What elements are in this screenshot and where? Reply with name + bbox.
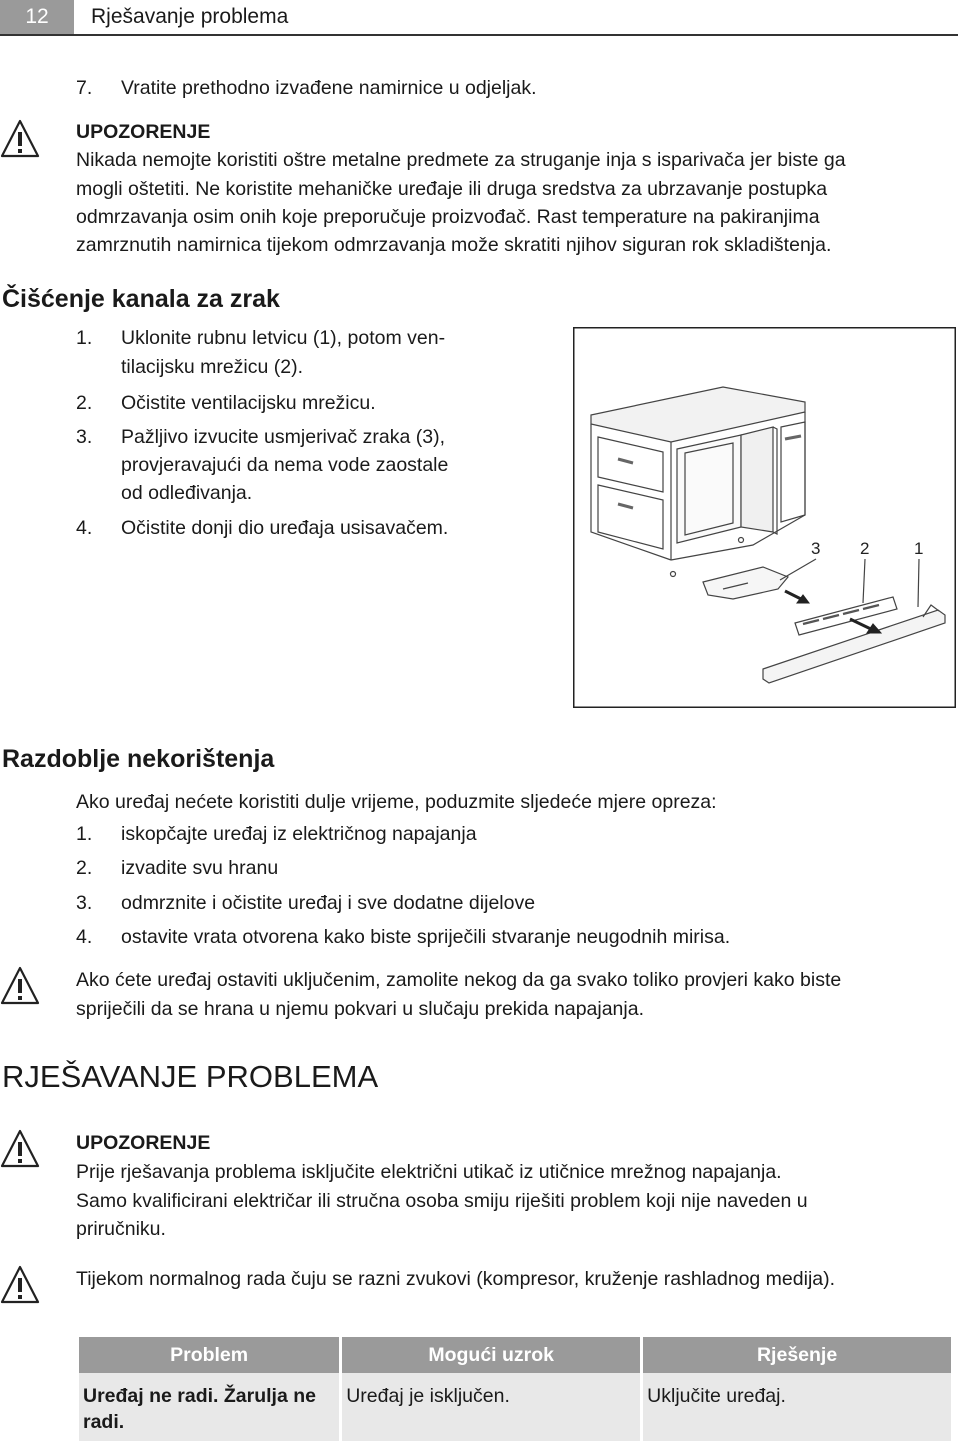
warning-line: odmrzavanja osim onih koje preporučuje proizvođač. Rast temperature na pakiranjima <box>76 206 820 228</box>
step-text: izvadite svu hranu <box>121 857 279 879</box>
step-text: Pažljivo izvucite usmjerivač zraka (3), <box>121 426 446 448</box>
step-number: 2. <box>76 392 93 414</box>
table-cell: Uključite uređaj. <box>643 1373 951 1441</box>
table-cell: Uređaj je isključen. <box>342 1373 640 1441</box>
section-heading: Čišćenje kanala za zrak <box>2 285 280 313</box>
warning-title: UPOZORENJE <box>76 1132 211 1154</box>
troubleshooting-table <box>76 1337 954 1441</box>
column-header: Problem <box>79 1337 339 1373</box>
step-text: provjeravajući da nema vode zaostale <box>121 454 449 476</box>
warning-icon <box>0 1128 40 1170</box>
warning-title: UPOZORENJE <box>76 121 211 143</box>
warning-icon <box>0 118 40 160</box>
step-number: 3. <box>76 892 93 914</box>
air-channel-illustration <box>573 327 956 708</box>
step-text: tilacijsku mrežicu (2). <box>121 356 304 378</box>
step-text: Uklonite rubnu letvicu (1), potom ven- <box>121 327 446 349</box>
step-text: odmrznite i očistite uređaj i sve dodatne dijelove <box>121 892 536 914</box>
step-text: Očistite donji dio uređaja usisavačem. <box>121 517 449 539</box>
warning-line: priručniku. <box>76 1218 166 1240</box>
paragraph: Ako uređaj nećete koristiti dulje vrijeme, poduzmite sljedeće mjere opreza: <box>76 791 717 813</box>
figure-label: 1 <box>914 539 924 558</box>
warning-line: Nikada nemojte koristiti oštre metalne predmete za struganje inja s isparivača jer biste ga <box>76 149 846 171</box>
step-text: od odleđivanja. <box>121 482 253 504</box>
section-heading: Razdoblje nekorištenja <box>2 745 275 773</box>
step-number: 4. <box>76 926 93 948</box>
warning-line: zamrznutih namirnica tijekom odmrzavanja može skratiti njihov siguran rok skladištenja. <box>76 234 832 256</box>
warning-line: Samo kvalificirani električar ili stručna osoba smiju riješiti problem koji nije naveden u <box>76 1190 808 1212</box>
header-rule <box>0 34 958 36</box>
figure-label: 2 <box>860 539 870 558</box>
warning-line: mogli oštetiti. Ne koristite mehaničke uređaje ili druga sredstva za ubrzavanje postupka <box>76 178 828 200</box>
warning-line: spriječili da se hrana u njemu pokvari u slučaju prekida napajanja. <box>76 998 644 1020</box>
step-text: ostavite vrata otvorena kako biste spriječili stvaranje neugodnih mirisa. <box>121 926 731 948</box>
column-header: Rješenje <box>643 1337 951 1373</box>
step-number: 4. <box>76 517 93 539</box>
page-number: 12 <box>0 0 74 34</box>
table-header-row <box>79 1337 951 1373</box>
step-text: iskopčajte uređaj iz električnog napajanja <box>121 823 477 845</box>
running-header-title: Rješavanje problema <box>91 5 289 28</box>
warning-icon <box>0 1264 40 1306</box>
note-text: Tijekom normalnog rada čuju se razni zvukovi (kompresor, kruženje rashladnog medija). <box>76 1268 836 1290</box>
step-number: 7. <box>76 77 93 99</box>
step-number: 3. <box>76 426 93 448</box>
step-text: Vratite prethodno izvađene namirnice u odjeljak. <box>121 77 537 99</box>
step-number: 2. <box>76 857 93 879</box>
column-header: Mogući uzrok <box>342 1337 640 1373</box>
table-cell: Uređaj ne radi. Žarulja ne radi. <box>79 1373 339 1441</box>
warning-line: Ako ćete uređaj ostaviti uključenim, zamolite nekog da ga svako toliko provjeri kako biste <box>76 969 842 991</box>
figure-label: 3 <box>811 539 821 558</box>
step-text: Očistite ventilacijsku mrežicu. <box>121 392 376 414</box>
warning-icon <box>0 965 40 1007</box>
table-row <box>79 1373 951 1441</box>
step-number: 1. <box>76 327 93 349</box>
chapter-heading: RJEŠAVANJE PROBLEMA <box>2 1059 379 1094</box>
step-number: 1. <box>76 823 93 845</box>
warning-line: Prije rješavanja problema isključite električni utikač iz utičnice mrežnog napajanja. <box>76 1161 782 1183</box>
